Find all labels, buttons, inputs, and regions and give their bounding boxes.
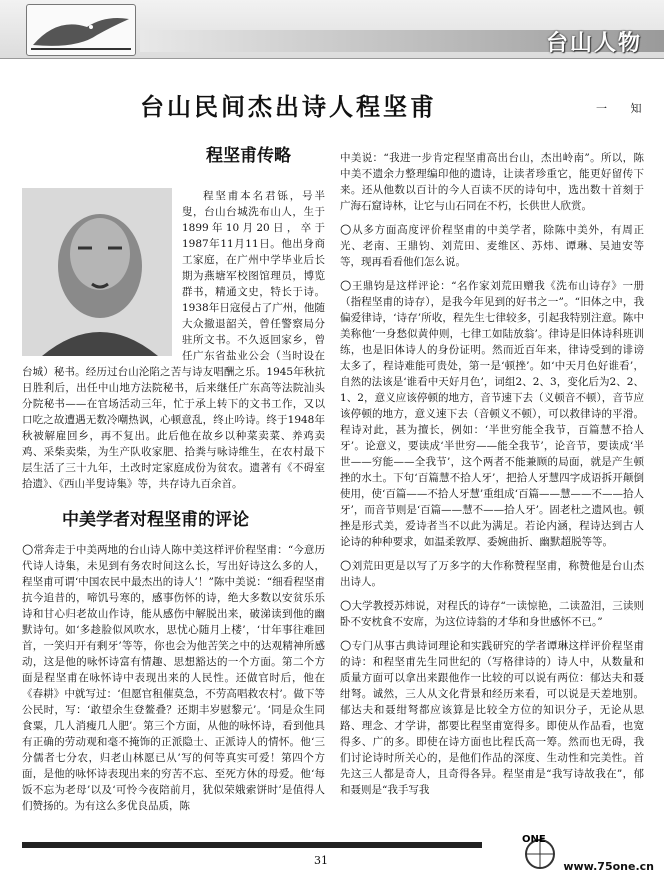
right-column <box>340 150 644 798</box>
article-title: 台山民间杰出诗人程坚甫 <box>140 93 437 121</box>
review-paragraph <box>340 558 644 590</box>
page-header <box>0 0 664 59</box>
review-text: 从多方面高度评价程坚甫的中美学者，除陈中美外，有周正光、老南、王鼎钧、刘荒田、麦维区、苏炜、谭琳、吴迪安等等，现再看看他们怎么说。 <box>340 224 645 268</box>
review-paragraph <box>22 542 325 814</box>
circle-bullet-icon: ○ <box>340 278 352 293</box>
review-text: 刘荒田更是以写了万多字的大作称赞程坚甫，称赞他是台山杰出诗人。 <box>340 560 645 588</box>
left-column <box>22 148 325 814</box>
review-text: 常奔走于中美两地的台山诗人陈中美这样评价程坚甫：“今意历代诗人诗集，未见到有务农时间这么长，写出好诗这么多的人，程坚甫可谓‘中国农民中最杰出的诗人’！”陈中美说：“细看程坚甫抗今追昔的，啼饥号寒的，感事伤怀的诗，绝大多数以安贫乐乐诗和甘心归老故山作诗，能从感伤中解脱出来，破涕读到他的幽默诗句。如‘多趁脸似风吹水，思忧心随月上楼’，‘廿年事往难回首，一笑归开有剩牙’等等，你也会为他苦笑之中的达观精神所感动，这是他的咏怀诗富有情趣、思想豁达的一个方面。第二个方面是程坚甫在咏怀诗中表现出来的人民性。还做官时后，他在《春耕》中就写过：‘但愿官租催莫急，不劳高唱救农村’。做下等公民时，写：‘敢望余生登鳌叠？还期丰岁慰黎元’。‘同是众生同食粟，几人消瘦几人肥’。第三个方面，从他的咏怀诗，看到他具有正确的劳动观和毫不掩饰的正派隐士、正派诗人的情怀。他‘三分儒者七分农，归老山林愿已从’写的何等真实可爱！第四个方面，是他的咏怀诗表现出来的穷苦不忘、至死方休的母爱。他‘每饭不忘为老母’以及‘可怜今夜陪前月，犹似荣娥索饼时’是值得人们赞扬的。为有这么多优良品质，陈 <box>22 544 326 812</box>
circle-bullet-icon: ○ <box>340 558 352 573</box>
review-text: 专门从事古典诗词理论和实践研究的学者谭琳这样评价程坚甫的诗：和程坚甫先生同世纪的（写格律诗的）诗人中，从数量和质量方面可以拿出来跟他作一比较的可以说有两位：郁达夫和聂绀弩。诚然，三人从文化背景和经历来看，可以说是天差地别。郁达夫和聂绀弩都应该算是比较全方位的知识分子，无论从思路、理念、才学讲，都要比程坚甫宽得多。即使从作品看，也宽得多、广的多。即使在诗方面也比程氏高一筹。然而也无碍，我们讨论诗时所关心的，是他们作品的深度、生动性和完美性。首先这三人都是奇人，且奇得各异。程坚甫是“我写诗故我在”，郁和聂则是“我手写我 <box>340 640 645 796</box>
biography-heading: 程坚甫传略 <box>206 146 291 166</box>
circle-bullet-icon: ○ <box>340 598 352 613</box>
review-paragraph <box>340 598 644 630</box>
paragraph: 中美说：“我进一步肯定程坚甫高出台山，杰出岭南”。所以，陈中美不遗余力整理编印他的遗诗，让读者珍重它，能更好留传下来。还从他数以百计的今人百读不厌的诗句中，选出数十首刻于广海石窟诗林，让它与山石同在不朽，长供世人欣赏。 <box>340 152 644 212</box>
site-logo-text: ONE <box>522 834 546 845</box>
circle-bullet-icon: ○ <box>340 638 352 653</box>
footer-rule <box>22 842 482 848</box>
portrait-photo <box>22 188 172 356</box>
review-paragraph <box>340 278 644 550</box>
circle-bullet-icon: ○ <box>22 542 34 557</box>
reviews-heading: 中美学者对程坚甫的评论 <box>62 510 249 530</box>
review-text: 王鼎钧是这样评论：“名作家刘荒田赠我《洗布山诗存》一册（指程坚甫的诗存），是我今年见到的好书之一”。“旧体之中，我偏爱律诗，‘诗存’所收，程先生七律较多，引起我特别注意。陈中美称他‘一身愁似黄仲则，七律工如陆放翁’。律诗是旧体诗科班训练，也是旧体诗人的身份证明。然而近百年来，律诗受到的诽谤太多了，程诗难能可贵处，第一是‘顿挫’。如‘中天月色好谁看’，自然的法该是‘谁看中天好月色’，词组2、2、3，变化后为2、2、1、2，意义应该停顿的地方，音节速下去（义顿音不顿），音节应该停顿的地方，意义速下去（音顿义不顿），可以救律诗的平滑。程诗对此，甚为擅长，例如：‘半世穷能全我节，百篇慧不拾人牙’。论意义，要读成‘半世穷——能全我节’，论音节，要读成‘半世——穷能——全我节’，这个两者不能兼顾的局面，就是产生顿挫的水土。下句‘百篇慧不拾人牙’，把拾人牙慧四字成语拆开颠倒使用，使‘百篇——不拾人牙慧’重组成‘百篇——慧——不——拾人牙’，而音节则是‘百篇——慧不——拾人牙’。固老杜之遗风也。顿挫是形式美，爱诗者当不以此为满足。若论内涵，程诗达到古人论诗的种种要求，如温柔敦厚、委婉曲折、幽默超脱等等。 <box>340 280 645 548</box>
page-footer <box>0 834 664 873</box>
biography-text: 程坚甫本名君铄，号半叟，台山台城洗布山人，生于1899年10月20日，卒于1987年11月11日。他出身商工家庭，在广州中学毕业后长期为燕塘军校图馆理员，博览群书，精通文史，特长于诗。1938年日寇侵占了广州，他随大众撤退韶关，曾任警察局分驻所文书。不久返回家乡，曾任广东省盐业公会（当时设在台城）秘书。经历过台山沦陷之苦与诗友唱酬之乐。1945年秋抗日胜利后，出任中山地方法院秘书，后来继任广东高等法院汕头分院秘书——在官场活动三年，忙于承上转下的文书工作，又以口吃之故遭遇无数冷嘲热讽，心顿意乱，终止吟诗。终于1948年秋被解雇回乡，再不复出。此后他在故乡以种菜卖菜、养鸡卖鸡、采柴卖柴，为生产队收家肥、拾粪与咏诗维生，在农村最下层生活了三十九年，土改时定家庭成份为贫农。遗著有《不碍室拾遗》、《西山半叟诗集》等，共存诗九百余首。 <box>22 190 325 490</box>
section-title: 台山人物 <box>545 31 642 56</box>
bird-logo-icon <box>27 5 135 55</box>
site-url[interactable]: www.75one.cn <box>563 860 654 873</box>
magazine-logo <box>26 4 136 56</box>
review-paragraph <box>340 222 644 270</box>
page-number: 31 <box>314 854 328 867</box>
circle-bullet-icon: ○ <box>340 222 353 237</box>
article-author: 一 知 <box>596 102 652 115</box>
review-text: 大学教授苏炜说，对程氏的诗存“一读惊艳，二读盈泪，三读则卧不安枕食不安席，为这位诗翁的才华和身世感怀不已。” <box>340 600 644 628</box>
review-paragraph <box>340 638 644 798</box>
